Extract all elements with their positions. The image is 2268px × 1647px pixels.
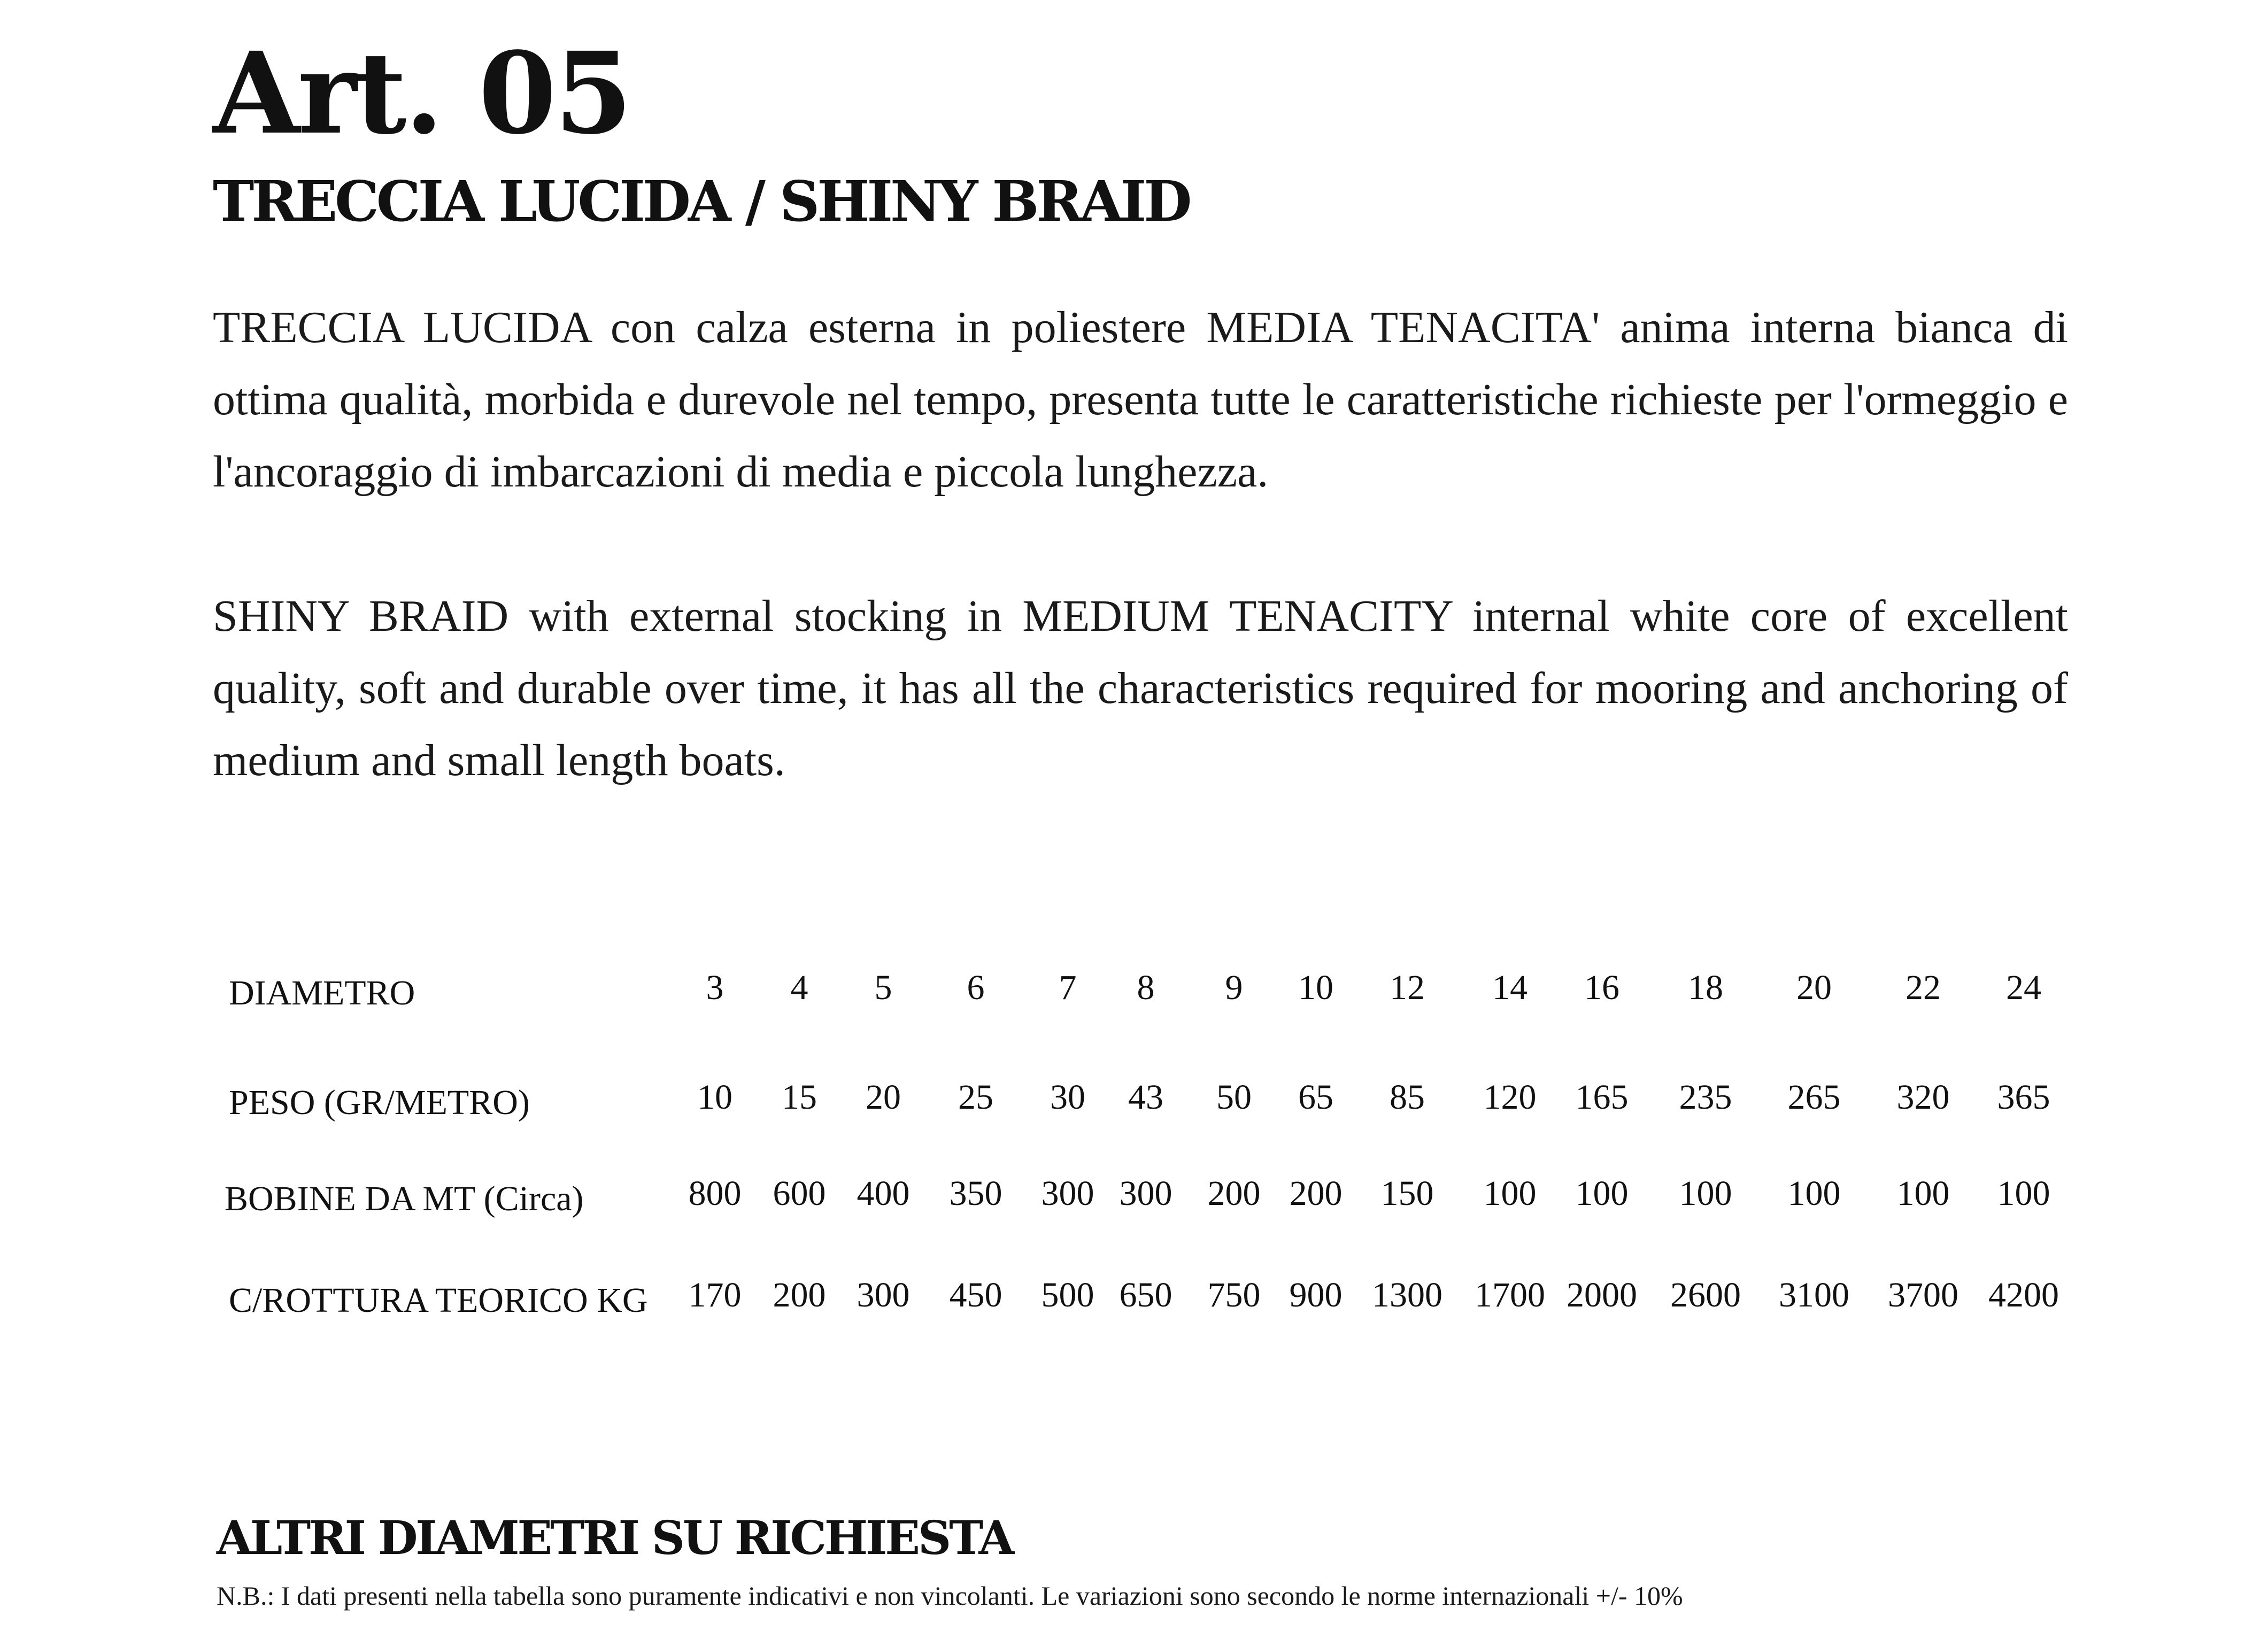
disclaimer-note: N.B.: I dati presenti nella tabella sono puramente indicativi e non vincolanti. Le variazioni sono secondo le norme internazionali +/- 10% [217,1581,1683,1611]
table-cell: 450 [949,1275,1002,1314]
table-row-label: DIAMETRO [229,973,415,1012]
table-cell: 200 [1207,1174,1261,1213]
table-cell: 650 [1119,1275,1172,1314]
table-cell: 12 [1390,968,1425,1007]
table-cell: 18 [1688,968,1723,1007]
table-cell: 4 [790,968,808,1007]
table-cell: 65 [1298,1078,1333,1117]
table-cell: 400 [857,1174,910,1213]
table-cell: 9 [1225,968,1243,1007]
table-cell: 365 [1997,1078,2050,1117]
table-cell: 350 [949,1174,1002,1213]
table-row-label: BOBINE DA MT (Circa) [225,1179,584,1218]
table-cell: 170 [688,1275,742,1314]
table-cell: 320 [1896,1078,1950,1117]
table-cell: 120 [1483,1078,1537,1117]
table-cell: 800 [688,1174,742,1213]
table-cell: 165 [1575,1078,1629,1117]
table-cell: 10 [1298,968,1333,1007]
table-cell: 8 [1137,968,1155,1007]
table-cell: 5 [874,968,892,1007]
table-cell: 7 [1059,968,1077,1007]
table-cell: 15 [782,1078,817,1117]
table-cell: 10 [697,1078,732,1117]
description-italian: TRECCIA LUCIDA con calza esterna in poliestere MEDIA TENACITA' anima interna bianca di ottima qualità, morbida e durevole nel tempo, presenta tutte le caratteristiche richieste per l'ormeggio e l'ancoraggio di imbarcazioni di media e piccola lunghezza. [213,303,2068,497]
table-cell: 2600 [1670,1275,1741,1314]
table-cell: 150 [1380,1174,1434,1213]
table-row-label: PESO (GR/METRO) [229,1083,530,1122]
table-cell: 200 [773,1275,826,1314]
description-english: SHINY BRAID with external stocking in MEDIUM TENACITY internal white core of excellent quality, soft and durable over time, it has all the characteristics required for mooring and anchoring of medium and small length boats. [213,591,2068,785]
table-cell: 43 [1128,1078,1163,1117]
table-cell: 3100 [1779,1275,1849,1314]
table-cell: 100 [1679,1174,1732,1213]
table-cell: 22 [1906,968,1941,1007]
table-cell: 235 [1679,1078,1732,1117]
table-cell: 600 [773,1174,826,1213]
table-cell: 1300 [1372,1275,1442,1314]
table-cell: 3 [706,968,724,1007]
table-cell: 1700 [1475,1275,1545,1314]
table-cell: 300 [857,1275,910,1314]
article-title: Art. 05 [213,27,631,159]
table-cell: 500 [1041,1275,1094,1314]
table-row-label: C/ROTTURA TEORICO KG [229,1281,648,1320]
table-cell: 750 [1207,1275,1261,1314]
table-cell: 24 [2006,968,2041,1007]
table-cell: 25 [958,1078,993,1117]
table-cell: 100 [1575,1174,1629,1213]
table-cell: 900 [1289,1275,1343,1314]
table-cell: 85 [1390,1078,1425,1117]
table-cell: 100 [1896,1174,1950,1213]
table-cell: 300 [1119,1174,1172,1213]
table-cell: 16 [1584,968,1619,1007]
table-cell: 20 [866,1078,901,1117]
table-cell: 20 [1796,968,1832,1007]
table-cell: 6 [967,968,985,1007]
table-cell: 2000 [1567,1275,1637,1314]
table-cell: 50 [1216,1078,1252,1117]
table-cell: 3700 [1888,1275,1958,1314]
table-cell: 4200 [1988,1275,2059,1314]
table-cell: 200 [1289,1174,1343,1213]
table-cell: 30 [1050,1078,1085,1117]
table-cell: 100 [1997,1174,2050,1213]
table-cell: 100 [1787,1174,1841,1213]
table-cell: 300 [1041,1174,1094,1213]
table-cell: 265 [1787,1078,1841,1117]
table-cell: 14 [1492,968,1528,1007]
other-diameters-note: ALTRI DIAMETRI SU RICHIESTA [217,1511,1013,1565]
table-cell: 100 [1483,1174,1537,1213]
product-subtitle: TRECCIA LUCIDA / SHINY BRAID [213,168,1190,234]
